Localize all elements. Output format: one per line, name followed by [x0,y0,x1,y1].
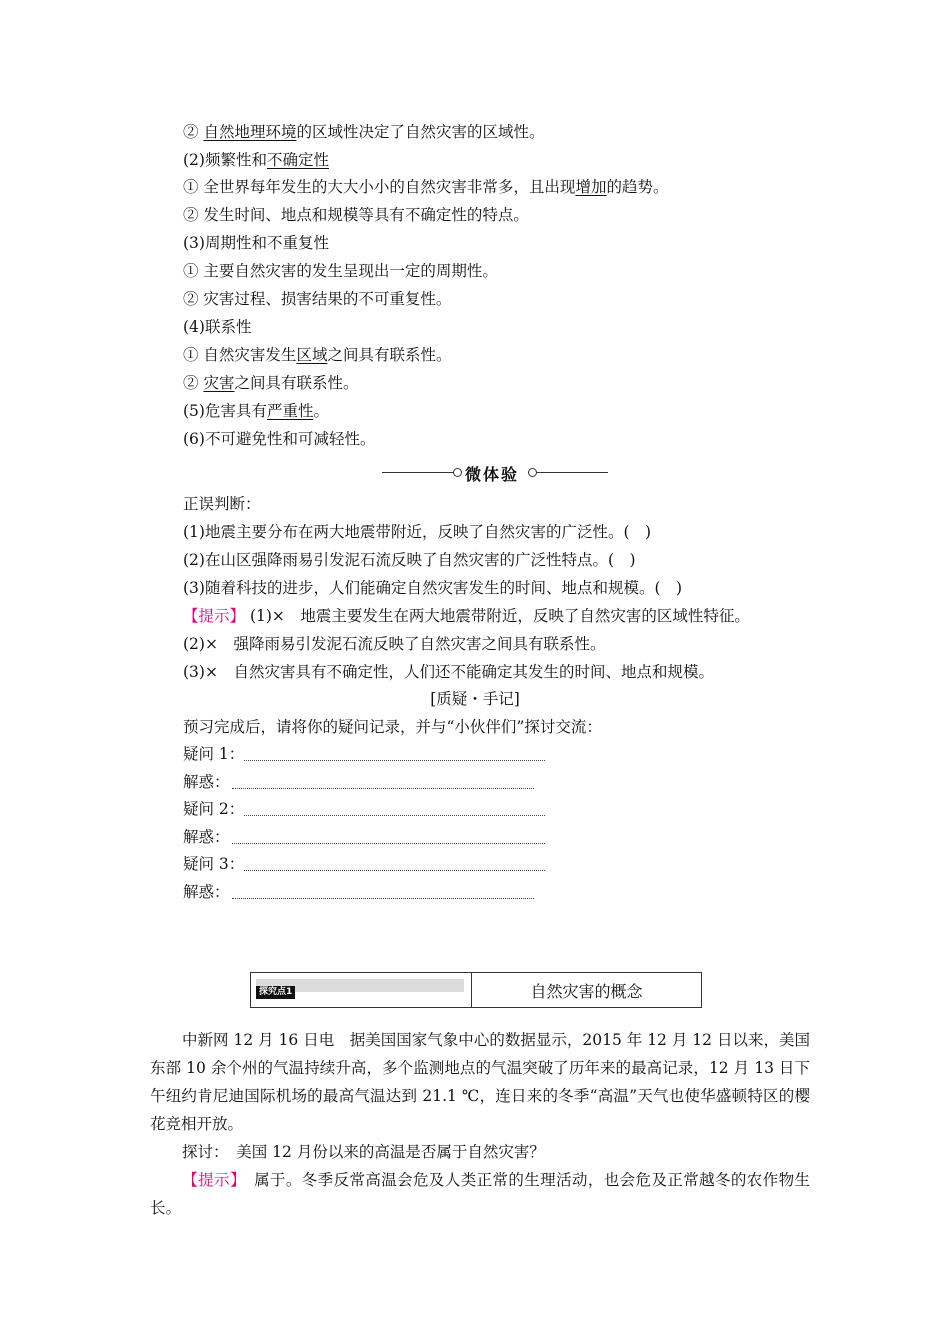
hint-label: 【提示】 [183,607,246,625]
divider-dot-right [528,468,537,477]
feature-harm: (5)危害具有严重性。 [183,402,329,420]
explore-topic: 自然灾害的概念 [530,982,643,1001]
notes-intro: 预习完成后，请将你的疑问记录，并与“小伙伴们”探讨交流： [183,718,602,736]
feature-period-title: (3)周期性和不重复性 [183,234,329,252]
feature-period-2: ② 灾害过程、损害结果的不可重复性。 [183,290,452,308]
explore-header-box [250,972,702,1008]
question-fill-line-2[interactable] [244,815,545,816]
answer-fill-line-1[interactable] [232,788,534,789]
question-label-1: 疑问 1： [183,745,245,763]
question-label-2: 疑问 2： [183,800,245,818]
divider-rule-left [382,472,454,473]
feature-period-1: ① 主要自然灾害的发生呈现出一定的周期性。 [183,262,498,280]
feature-frequency-2: ② 发生时间、地点和规模等具有不确定性的特点。 [183,206,529,224]
feature-reduce: (6)不可避免性和可减轻性。 [183,430,376,448]
explore-passage: 中新网 12 月 16 日电 据美国国家气象中心的数据显示，2015 年 12 月 12 日以来，美国东部 10 余个州的气温持续升高，多个监测地点的气温突破了历年来的最高记录，12 月 13 日下午纽约肯尼迪国际机场的最高气温达到 21.1 ℃，连日来的冬季“高温”天气也使华盛顿特区的樱花竞相开放。 [150,1031,810,1133]
judge-question-3: (3)随着科技的进步，人们能确定自然灾害发生的时间、地点和规模。( ) [183,579,683,597]
judge-title: 正误判断： [183,495,261,513]
explore-discuss: 探讨： 美国 12 月份以来的高温是否属于自然灾害？ [182,1143,545,1161]
underlined-term: 区域 [296,346,328,364]
feature-link-1: ① 自然灾害发生区域之间具有联系性。 [183,346,452,364]
explore-tag: 探究点1 [256,986,295,999]
section-title: 微体验 [465,465,520,484]
question-fill-line-1[interactable] [244,760,545,761]
feature-frequency-1: ① 全世界每年发生的大大小小的自然灾害非常多，且出现增加的趋势。 [183,178,669,196]
answer-label-1: 解惑： [183,773,230,791]
explore-answer: 【提示】 属于。冬季反常高温会危及人类正常的生理活动，也会危及正常越冬的农作物生长。 [150,1171,810,1217]
judge-answer-1: 【提示】 (1)× 地震主要发生在两大地震带附近，反映了自然灾害的区域性特征。 [183,607,750,625]
feature-link-2: ② 灾害之间具有联系性。 [183,374,359,392]
judge-answer-3: (3)× 自然灾害具有不确定性，人们还不能确定其发生的时间、地点和规模。 [183,663,714,681]
feature-frequency-title: (2)频繁性和不确定性 [183,151,329,169]
answer-label-2: 解惑： [183,828,230,846]
feature-regional-2: ② 自然地理环境的区域性决定了自然灾害的区域性。 [183,123,545,141]
answer-label-3: 解惑： [183,883,230,901]
question-fill-line-3[interactable] [244,870,545,871]
answer-fill-line-2[interactable] [232,843,545,844]
underlined-term: 不确定性 [266,151,329,169]
divider-rule-right [537,472,608,473]
underlined-term: 灾害 [203,374,235,392]
explore-tag-bar [256,979,464,997]
underlined-term: 自然地理环境 [203,123,297,141]
notes-title: [质疑・手记] [430,690,520,708]
divider-dot-left [453,468,462,477]
feature-link-title: (4)联系性 [183,318,252,336]
answer-fill-line-3[interactable] [232,898,534,899]
underlined-term: 增加 [575,178,607,196]
judge-question-1: (1)地震主要分布在两大地震带附近，反映了自然灾害的广泛性。( ) [183,523,652,541]
question-label-3: 疑问 3： [183,855,245,873]
judge-answer-2: (2)× 强降雨易引发泥石流反映了自然灾害之间具有联系性。 [183,635,606,653]
micro-experience-heading [382,462,608,482]
judge-question-2: (2)在山区强降雨易引发泥石流反映了自然灾害的广泛性特点。( ) [183,551,636,569]
underlined-term: 严重性 [266,402,314,420]
hint-label: 【提示】 [182,1171,239,1189]
